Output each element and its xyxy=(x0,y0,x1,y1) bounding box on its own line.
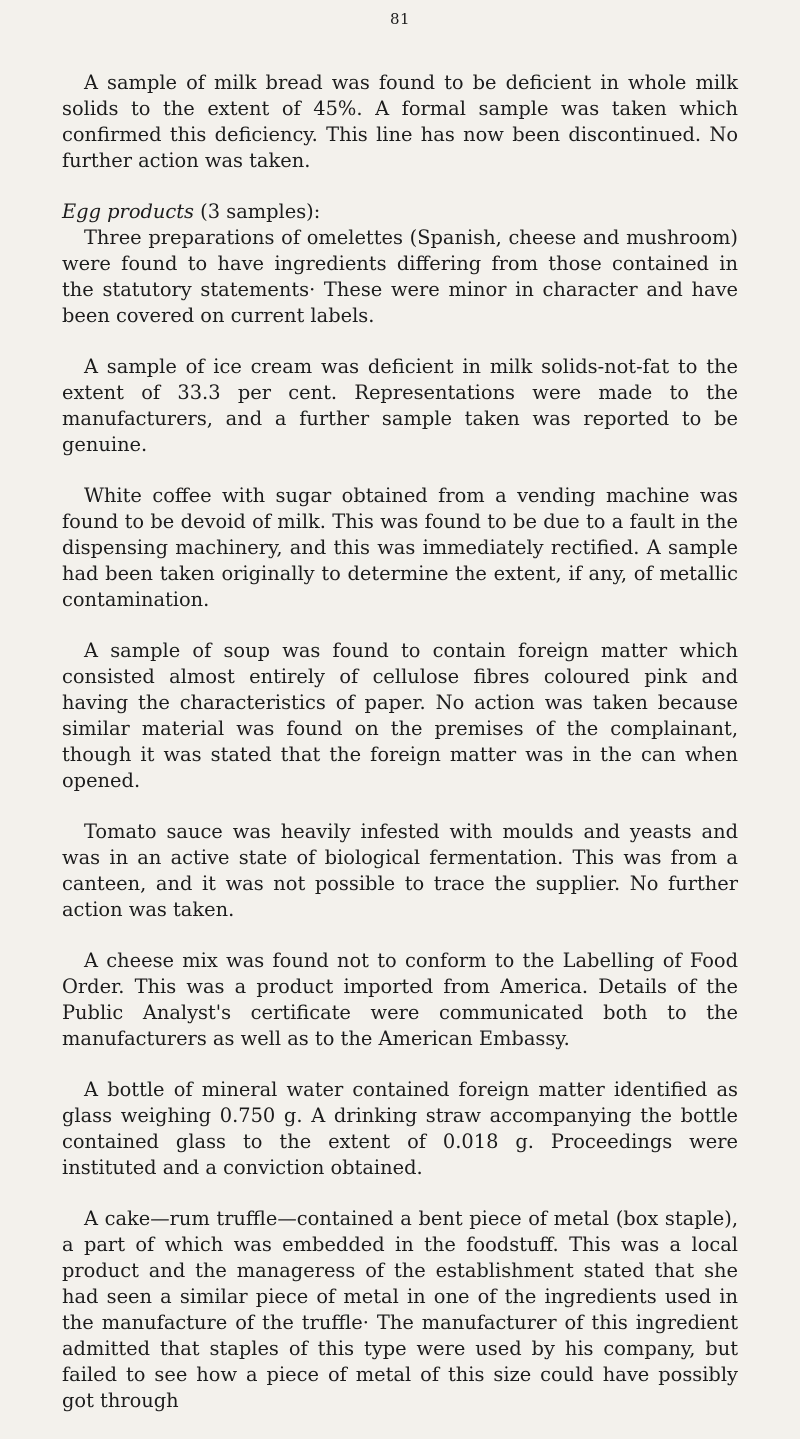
section-heading-count: (3 samples): xyxy=(194,200,321,223)
paragraph-white-coffee: White coffee with sugar obtained from a vending machine was found to be devoid of milk. This was found to be due to a fault in the dispensing machinery, and this was immediately rectified. A sample had been taken originally to determine the extent, if any, of metallic contamination. xyxy=(62,484,738,611)
page-number: 81 xyxy=(389,10,411,28)
paragraph-tomato-sauce: Tomato sauce was heavily infested with moulds and yeasts and was in an active state of biological fermentation. This was from a canteen, and it was not possible to trace the supplier. No further action was taken. xyxy=(62,820,738,921)
page-content xyxy=(62,70,738,1439)
paragraph-cake: A cake—rum truffle—contained a bent piece of metal (box staple), a part of which was embedded in the foodstuff. This was a local product and the manageress of the establishment stated that she had seen a similar piece of metal in one of the ingredients used in the manufacture of the truffle· The manufacturer of this ingredient admitted that staples of this type were used by his company, but failed to see how a piece of metal of this size could have possibly got through xyxy=(62,1207,738,1412)
section-heading-title: Egg products xyxy=(62,200,195,223)
paragraph-mineral-water: A bottle of mineral water contained foreign matter identified as glass weighing 0.750 g. A drinking straw accompanying the bottle contained glass to the extent of 0.018 g. Proceedings were instituted and a conviction obtained. xyxy=(62,1078,738,1179)
paragraph-milk-bread: A sample of milk bread was found to be deficient in whole milk solids to the extent of 45%. A formal sample was taken which confirmed this deficiency. This line has now been discontinued. No further action was taken. xyxy=(62,71,738,172)
paragraph-omelettes: Three preparations of omelettes (Spanish, cheese and mushroom) were found to have ingredients differing from those contained in the statutory statements· These were minor in character and have been covered on current labels. xyxy=(62,226,738,327)
paragraph-soup: A sample of soup was found to contain foreign matter which consisted almost entirely of cellulose fibres coloured pink and having the characteristics of paper. No action was taken because similar material was found on the premises of the complainant, though it was stated that the foreign matter was in the can when opened. xyxy=(62,639,738,792)
section-heading-egg-products xyxy=(62,199,738,225)
paragraph-ice-cream: A sample of ice cream was deficient in milk solids-not-fat to the extent of 33.3 per cent. Representations were made to the manufacturers, and a further sample taken was reported to be genuine. xyxy=(62,355,738,456)
paragraph-cheese-mix: A cheese mix was found not to conform to the Labelling of Food Order. This was a product imported from America. Details of the Public Analyst's certificate were communicated both to the manufacturers as well as to the American Embassy. xyxy=(62,949,738,1050)
